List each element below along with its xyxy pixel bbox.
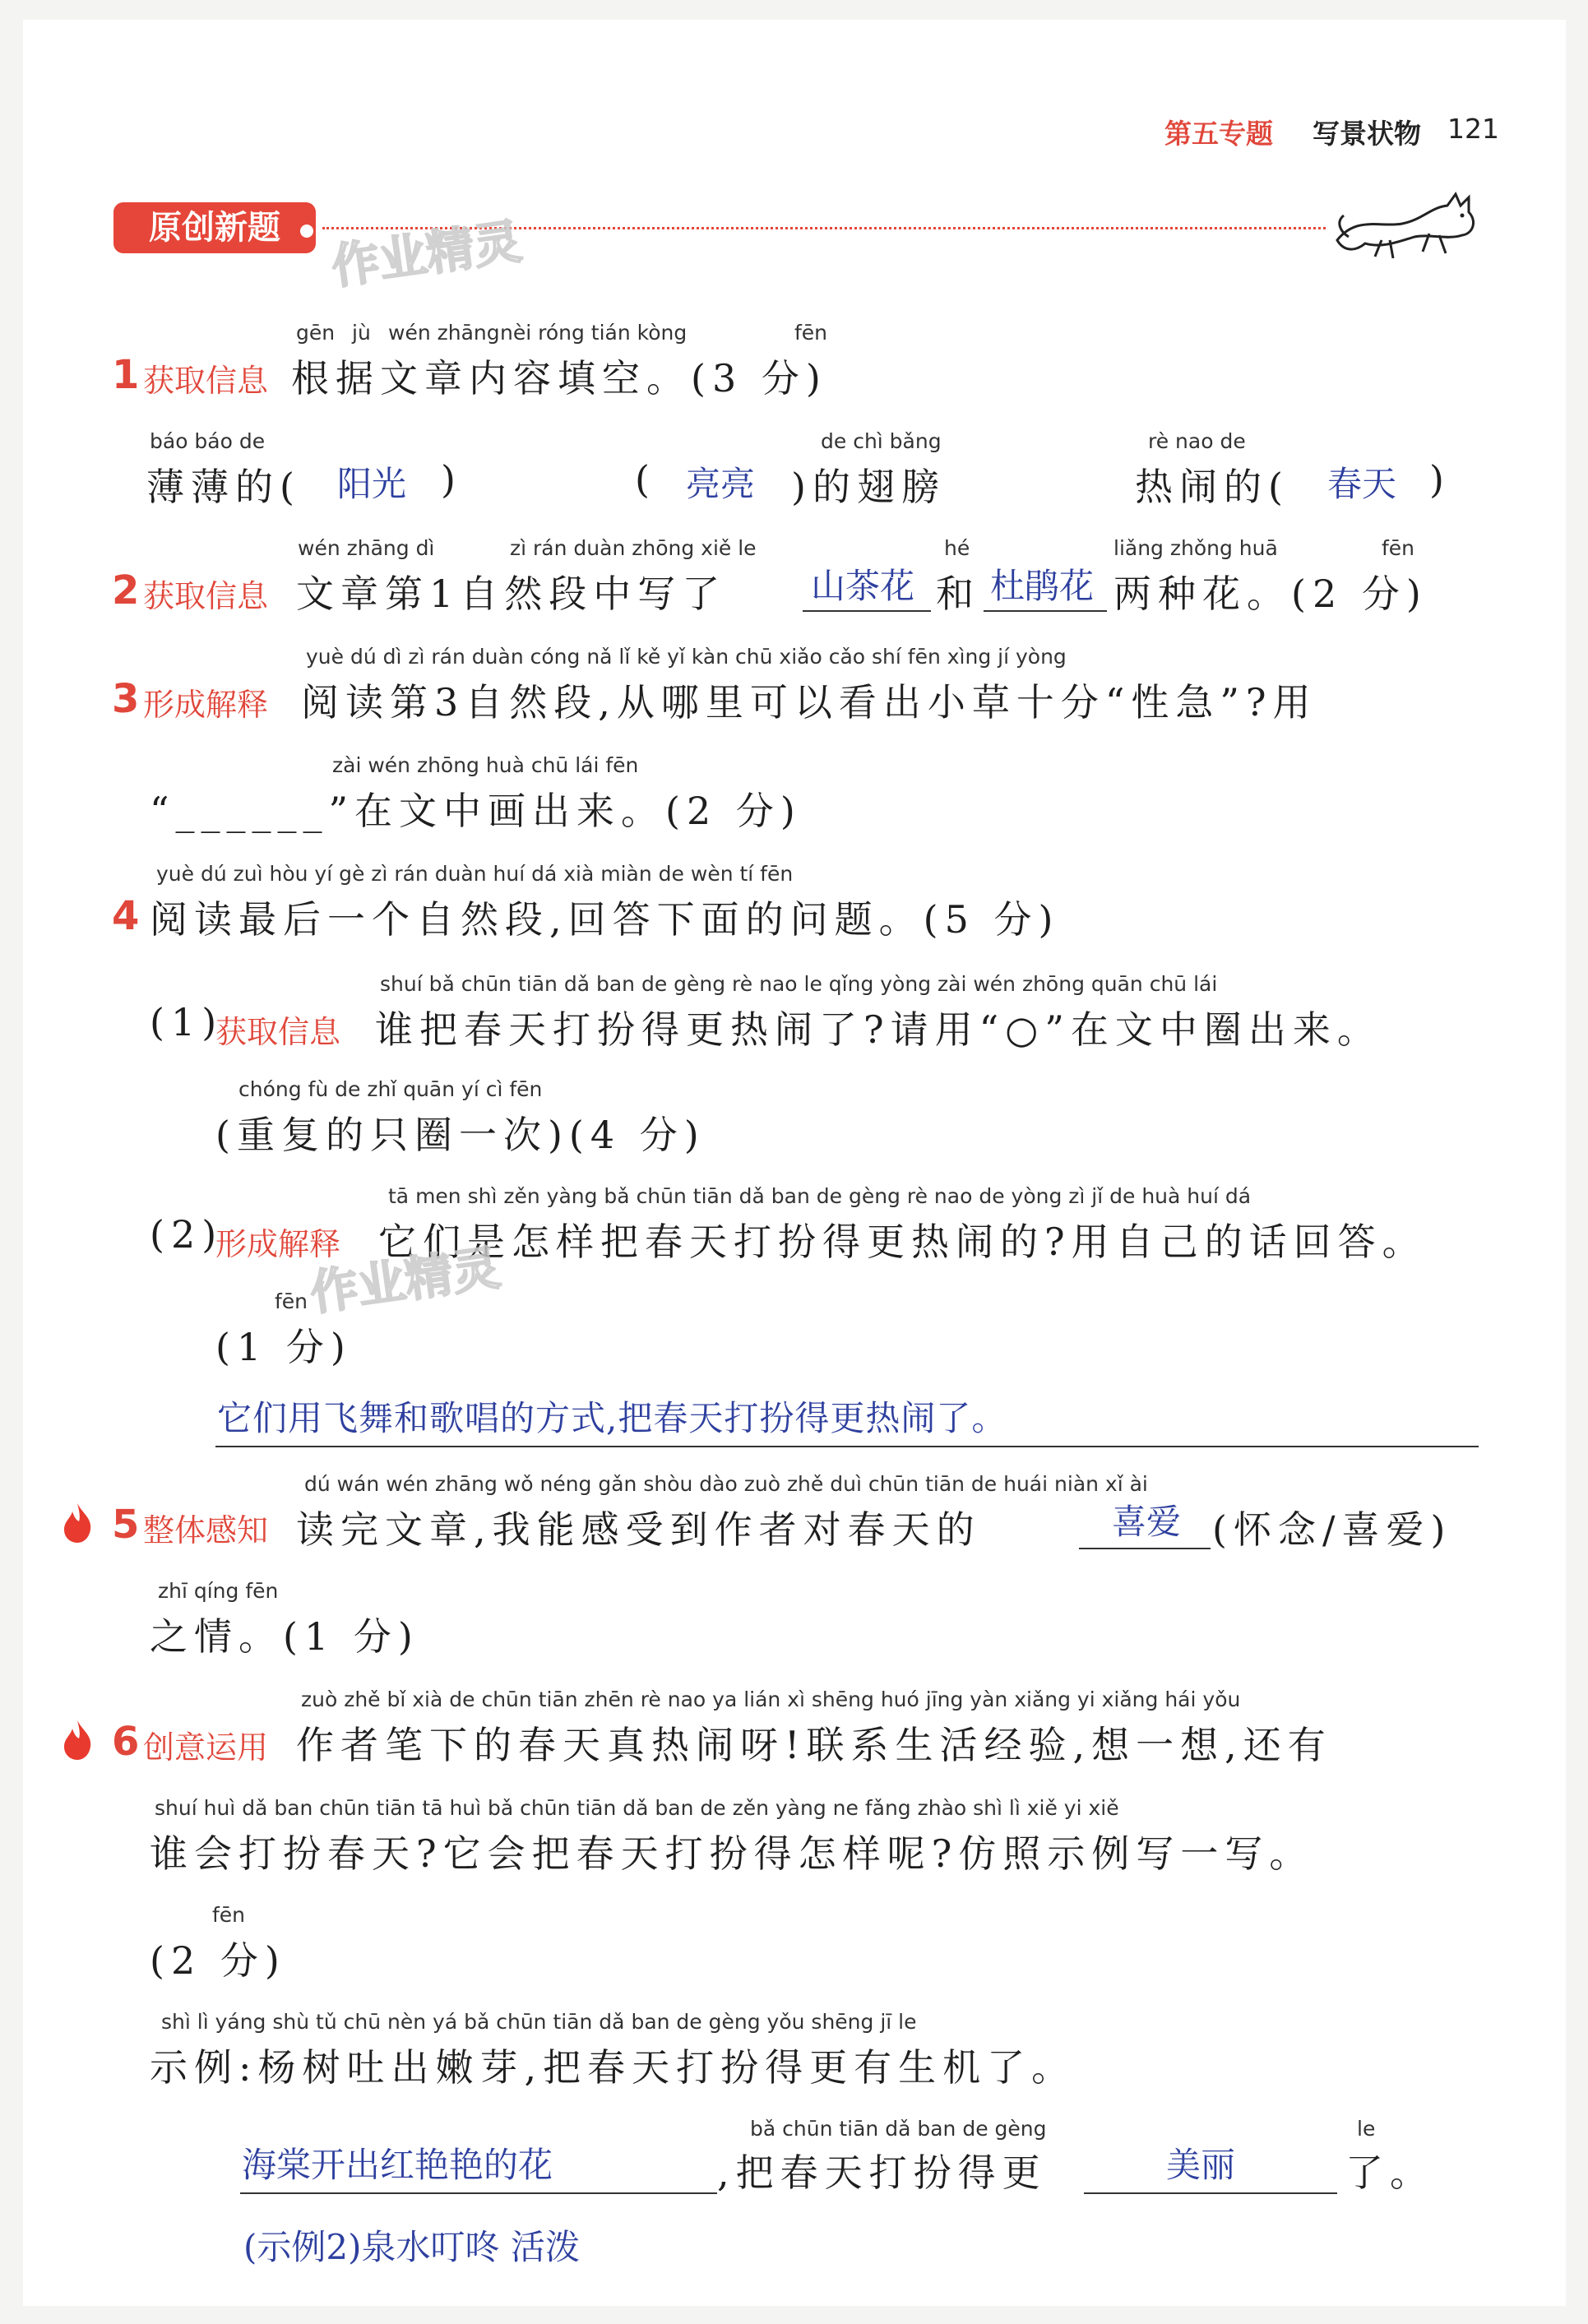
q4-1-number: (1) bbox=[150, 1000, 224, 1044]
flame-icon-2 bbox=[61, 1719, 94, 1762]
q3-pinyin: yuè dú dì zì rán duàn cóng nǎ lǐ kě yǐ kàn chū xiǎo cǎo shí fēn xìng jí yòng bbox=[306, 645, 1067, 669]
q4-2-text-2: (1 分) bbox=[215, 1325, 352, 1369]
q6-tag: 创意运用 bbox=[143, 1729, 269, 1766]
q4-1-pinyin-2: chóng fù de zhǐ quān yí cì fēn bbox=[238, 1077, 543, 1101]
watermark: 作业精灵 bbox=[328, 213, 525, 295]
q4-2-answer-line bbox=[215, 1446, 1479, 1447]
q1-answer-3: 春天 bbox=[1327, 464, 1397, 504]
q5-blank bbox=[1079, 1548, 1211, 1549]
q4-2-answer: 它们用飞舞和歌唱的方式,把春天打扮得更热闹了。 bbox=[217, 1398, 1007, 1438]
q1-row-pinyin-2: de chì bǎng bbox=[821, 429, 942, 453]
q5-number: 5 bbox=[112, 1502, 140, 1548]
q1-answer-1: 阳光 bbox=[337, 464, 407, 504]
q1-pinyin-5: fēn bbox=[794, 321, 828, 345]
q4-1-text-2: (重复的只圈一次)(4 分) bbox=[215, 1113, 706, 1157]
q6-fill-pinyin: bǎ chūn tiān dǎ ban de gèng bbox=[750, 2117, 1047, 2141]
q6-answer-3: (示例2)泉水叮咚 活泼 bbox=[243, 2227, 580, 2267]
q4-pinyin: yuè dú zuì hòu yí gè zì rán duàn huí dá xià miàn de wèn tí fēn bbox=[156, 862, 794, 886]
q4-text: 阅读最后一个自然段,回答下面的问题。(5 分) bbox=[150, 897, 1060, 942]
q3-text: 阅读第3自然段,从哪里可以看出小草十分“性急”?用 bbox=[301, 680, 1317, 725]
q3-text-2: “______”在文中画出来。(2 分) bbox=[150, 789, 802, 833]
flame-icon bbox=[61, 1502, 94, 1544]
q2-answer-1: 山茶花 bbox=[811, 566, 915, 606]
q6-pinyin-3: fēn bbox=[212, 1903, 246, 1927]
q2-pinyin-2: zì rán duàn zhōng xiě le bbox=[510, 536, 757, 560]
q6-number: 6 bbox=[112, 1719, 140, 1765]
topic-title: 写景状物 bbox=[1313, 118, 1421, 150]
q2-text-3: 两种花。(2 分) bbox=[1113, 572, 1428, 616]
q5-pinyin-2: zhī qíng fēn bbox=[158, 1579, 279, 1603]
q6-pinyin-2: shuí huì dǎ ban chūn tiān tā huì bǎ chūn tiān dǎ ban de zěn yàng ne fǎng zhào shì lì xiě yi xiě bbox=[155, 1796, 1119, 1820]
q5-text-3: 之情。(1 分) bbox=[150, 1614, 419, 1659]
q5-tag: 整体感知 bbox=[143, 1512, 269, 1549]
q6-text: 作者笔下的春天真热闹呀!联系生活经验,想一想,还有 bbox=[296, 1723, 1332, 1767]
q1-pinyin-3: wén zhāng bbox=[388, 321, 500, 345]
q2-pinyin-5: fēn bbox=[1382, 536, 1415, 560]
q2-text-1: 文章第1自然段中写了 bbox=[296, 572, 727, 616]
q4-number: 4 bbox=[112, 893, 140, 939]
q4-2-pinyin-2: fēn bbox=[275, 1289, 308, 1313]
q2-answer-2: 杜鹃花 bbox=[990, 566, 1095, 606]
q4-2-text: 它们是怎样把春天打扮得更热闹的?用自己的话回答。 bbox=[378, 1220, 1427, 1264]
q3-tag: 形成解释 bbox=[143, 687, 269, 723]
q3-number: 3 bbox=[112, 676, 140, 722]
q3-pinyin-2: zài wén zhōng huà chū lái fēn bbox=[332, 753, 639, 777]
q1-blank3-post: ) bbox=[1429, 457, 1451, 502]
q5-text-1: 读完文章,我能感受到作者对春天的 bbox=[296, 1507, 981, 1552]
q6-pinyin: zuò zhě bǐ xià de chūn tiān zhēn rè nao ya lián xì shēng huó jīng yàn xiǎng yi xiǎng hái yǒu bbox=[301, 1687, 1241, 1711]
q6-text-3: (2 分) bbox=[150, 1938, 286, 1983]
q2-pinyin-1: wén zhāng dì bbox=[298, 536, 435, 560]
q1-pinyin-4: nèi róng tián kòng bbox=[500, 321, 688, 345]
banner-dot-icon bbox=[298, 222, 316, 240]
q4-2-number: (2) bbox=[150, 1212, 224, 1257]
q2-pinyin-3: hé bbox=[944, 536, 970, 560]
q2-tag: 获取信息 bbox=[143, 578, 269, 614]
q6-fill-pinyin-le: le bbox=[1357, 2117, 1376, 2141]
q6-answer-1: 海棠开出红艳艳的花 bbox=[242, 2145, 553, 2185]
cat-icon bbox=[1332, 183, 1488, 265]
q6-fill-text-1: ,把春天打扮得更 bbox=[717, 2150, 1047, 2195]
q1-text: 根据文章内容填空。(3 分) bbox=[291, 356, 827, 400]
q6-text-2: 谁会打扮春天?它会把春天打扮得怎样呢?仿照示例写一写。 bbox=[150, 1831, 1314, 1876]
q1-blank3-pre: 热闹的( bbox=[1135, 465, 1289, 509]
q2-blank-2 bbox=[984, 610, 1107, 612]
q1-blank2-pre: ( bbox=[635, 457, 656, 502]
q4-2-pinyin: tā men shì zěn yàng bǎ chūn tiān dǎ ban de gèng rè nao de yòng zì jǐ de huà huí dá bbox=[388, 1184, 1252, 1208]
q4-1-pinyin: shuí bǎ chūn tiān dǎ ban de gèng rè nao le qǐng yòng zài wén zhōng quān chū lái bbox=[380, 972, 1218, 996]
q2-number: 2 bbox=[112, 567, 140, 613]
q6-blank-1 bbox=[240, 2192, 717, 2194]
q1-tag: 获取信息 bbox=[143, 363, 269, 399]
q6-fill-text-2: 了。 bbox=[1345, 2150, 1434, 2195]
original-new-question-banner: 原创新题 bbox=[113, 202, 316, 253]
q1-row-pinyin-3: rè nao de bbox=[1148, 429, 1246, 453]
page-number: 121 bbox=[1447, 113, 1499, 145]
q5-pinyin: dú wán wén zhāng wǒ néng gǎn shòu dào zuò zhě duì chūn tiān de huái niàn xǐ ài bbox=[304, 1472, 1148, 1496]
q1-number: 1 bbox=[112, 352, 140, 398]
q6-answer-2: 美丽 bbox=[1166, 2145, 1236, 2185]
q4-1-text: 谁把春天打扮得更热闹了?请用“○”在文中圈出来。 bbox=[375, 1007, 1382, 1052]
section-title: 第五专题 bbox=[1164, 118, 1273, 150]
q6-example: 示例:杨树吐出嫩芽,把春天打扮得更有生机了。 bbox=[150, 2045, 1076, 2090]
q1-blank1-post: ) bbox=[441, 457, 462, 502]
q2-pinyin-4: liǎng zhǒng huā bbox=[1113, 536, 1278, 560]
q5-answer: 喜爱 bbox=[1112, 1502, 1182, 1542]
q6-blank-2 bbox=[1084, 2192, 1337, 2194]
q1-answer-2: 亮亮 bbox=[686, 464, 756, 504]
q2-blank-1 bbox=[803, 610, 931, 612]
q6-example-pinyin: shì lì yáng shù tǔ chū nèn yá bǎ chūn tiān dǎ ban de gèng yǒu shēng jī le bbox=[161, 2010, 917, 2034]
q4-1-tag: 获取信息 bbox=[215, 1014, 341, 1050]
q1-pinyin-2: jù bbox=[352, 321, 371, 345]
watermark-2: 作业精灵 bbox=[307, 1239, 504, 1322]
q4-2-tag: 形成解释 bbox=[215, 1226, 341, 1262]
q1-pinyin-1: gēn bbox=[296, 321, 336, 345]
q1-blank1-pre: 薄薄的( bbox=[146, 465, 301, 509]
q1-blank2-post: )的翅膀 bbox=[791, 465, 946, 509]
q5-text-2: (怀念/喜爱) bbox=[1212, 1507, 1452, 1552]
q1-row-pinyin-1: báo báo de bbox=[150, 429, 266, 453]
q2-text-2: 和 bbox=[936, 572, 980, 616]
